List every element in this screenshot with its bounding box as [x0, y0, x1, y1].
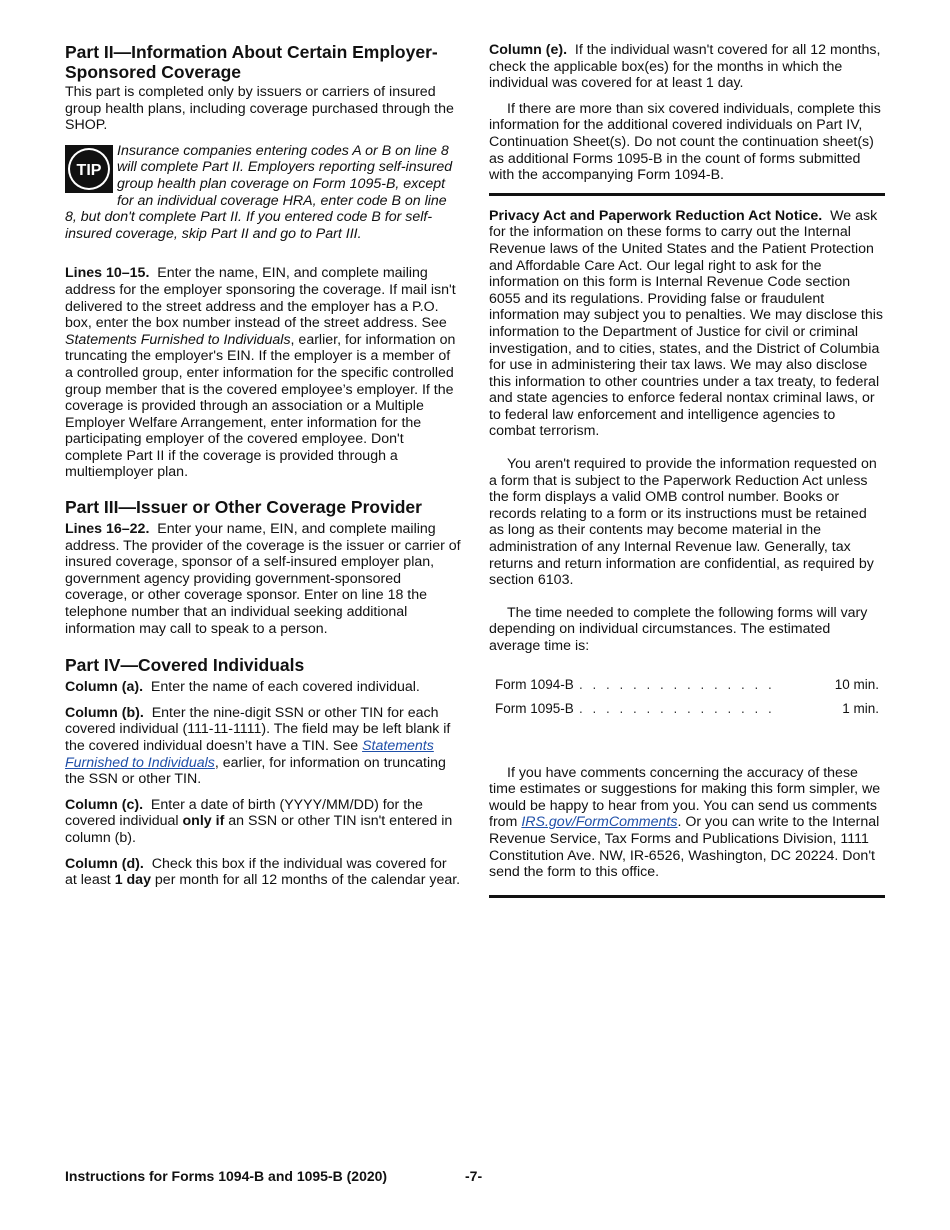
lines-16-22-text: Enter your name, EIN, and complete mailing address. The provider of the coverage is the issuer or carrier of insured coverage, sponsor of a self-insured employer plan, government agency providing government-sponsored coverage, or other coverage sponsor. Enter on line 18 the telephone number that an individual seeking additional information may call to speak to a person.	[65, 521, 461, 637]
statements-ref: Statements Furnished to Individuals	[65, 331, 291, 348]
statements-link[interactable]: Statements Furnished to Individuals	[65, 738, 434, 771]
column-d-paragraph	[65, 856, 461, 889]
more-than-six-paragraph: If there are more than six covered individuals, complete this information for the additional covered individuals on Part IV, Continuation Sheet(s). Do not count the continuation sheet(s) as additional Forms 1095-B in the count of forms submitted with the accompanying Form 1094-B.	[489, 100, 881, 184]
lines-10-15-text-cont: , earlier, for information on truncating the employer's EIN. If the employer is a member of a controlled group, enter information for the specific controlled group member that is the covered employee’s employer. If the coverage is provided through an association or a Multiple Employer Welfare Arrangement, enter information for the participating employer of the covered employee. Don't complete Part II if the coverage is provided through a multiemployer plan.	[65, 331, 456, 481]
column-c-paragraph	[65, 797, 461, 847]
column-b-lead: Column (b).	[65, 704, 144, 721]
lines-10-15-lead: Lines 10–15.	[65, 265, 150, 282]
column-d-lead: Column (d).	[65, 855, 144, 872]
section-divider	[489, 193, 885, 196]
lines-16-22-paragraph	[65, 521, 461, 637]
time-row-form: Form 1095-B	[495, 700, 574, 716]
column-a-lead: Column (a).	[65, 679, 144, 696]
page-footer	[65, 1168, 885, 1184]
form-comments-link[interactable]: IRS.gov/FormComments	[521, 814, 678, 831]
part4-heading: Part IV—Covered Individuals	[65, 655, 305, 676]
column-b-paragraph	[65, 705, 461, 788]
time-needed-paragraph: The time needed to complete the following forms will vary depending on individual circumstances. The estimated average time is:	[489, 604, 868, 654]
part2-intro: This part is completed only by issuers or carriers of insured group health plans, including coverage purchased through the SHOP.	[65, 84, 454, 134]
column-d-text: Check this box if the individual was covered for at least	[65, 855, 447, 889]
tip-icon	[65, 145, 113, 193]
time-row-form: Form 1094-B	[495, 676, 574, 692]
time-row-value: 10 min.	[834, 676, 879, 692]
lines-10-15-text: Enter the name, EIN, and complete mailing address for the employer sponsoring the coverage. If mail isn't delivered to the street address and the employer has a P.O. box, enter the box number instead of the street address. See	[65, 265, 456, 332]
column-d-emphasis: 1 day	[114, 872, 151, 889]
tip-text: Insurance companies entering codes A or B on line 8 will complete Part II. Employers reporting self-insured group health plan coverage on Form 1095-B, except for an individual coverage HRA, enter code B on line 8, but don't complete Part II. If you entered code B for self-insured coverage, skip Part II and go to Part III.	[65, 142, 453, 242]
lines-10-15-paragraph	[65, 265, 461, 481]
tip-label: TIP	[76, 161, 102, 179]
column-e-text: If the individual wasn't covered for all 12 months, check the applicable box(es) for the months in which the individual was covered for at least 1 day.	[489, 42, 881, 92]
end-divider	[489, 895, 885, 898]
column-e-paragraph	[489, 42, 885, 92]
comments-text-cont: . Or you can write to the Internal Revenue Service, Tax Forms and Publications Division, 1111 Constitution Ave. NW, IR-6526, Washington, DC 20224. Don't send the form to this office.	[489, 814, 880, 881]
column-a-text: Enter the name of each covered individual.	[150, 679, 420, 696]
footer-doc-title: Instructions for Forms 1094-B and 1095-B (2020)	[65, 1168, 388, 1184]
comments-text: If you have comments concerning the accuracy of these time estimates or suggestions for making this form simpler, we would be happy to hear from you. You can send us comments from	[489, 764, 881, 831]
time-row-leader: . . . . . . . . . . . . . . .	[579, 700, 775, 716]
tip-callout	[65, 143, 461, 243]
column-c-emphasis: only if	[182, 813, 225, 830]
right-column	[489, 42, 885, 910]
column-a-paragraph	[65, 679, 461, 696]
left-column	[65, 42, 461, 898]
time-row	[489, 701, 885, 717]
column-b-text: Enter the nine-digit SSN or other TIN for each covered individual (111-11-1111). The field may be left blank if the covered individual doesn’t have a TIN. See	[65, 704, 451, 754]
column-b-text-cont: , earlier, for information on truncating the SSN or other TIN.	[65, 754, 446, 788]
time-row-leader: . . . . . . . . . . . . . . .	[579, 676, 775, 692]
page-number: -7-	[465, 1168, 483, 1184]
comments-paragraph	[489, 765, 885, 881]
time-row-value: 1 min.	[842, 700, 879, 716]
not-required-paragraph: You aren't required to provide the information requested on a form that is subject to the Paperwork Reduction Act unless the form displays a valid OMB control number. Books or records relating to a form or its instructions must be retained as long as their contents may become material in the administration of any Internal Revenue law. Generally, tax returns and return information are confidential, as required by section 6103.	[489, 456, 877, 589]
time-row	[489, 677, 885, 693]
column-c-lead: Column (c).	[65, 796, 144, 813]
column-c-text: Enter a date of birth (YYYY/MM/DD) for the covered individual	[65, 796, 423, 830]
part2-heading: Part II—Information About Certain Employer-Sponsored Coverage	[65, 42, 438, 82]
privacy-text: We ask for the information on these forms to carry out the Internal Revenue laws of the United States and the Patient Protection and Affordable Care Act. Our legal right to ask for the information on this form is Internal Revenue Code section 6055 and its regulations. Providing false or fraudulent information may subject you to penalties. We may disclose this information to the Department of Justice for civil or criminal investigation, and to cities, states, and the District of Columbia for use in administering their tax laws. We may also disclose this information to other countries under a tax treaty, to federal and state agencies to enforce federal nontax criminal laws, or to federal law enforcement and intelligence agencies to combat terrorism.	[489, 207, 884, 440]
privacy-paragraph	[489, 208, 885, 440]
part3-heading: Part III—Issuer or Other Coverage Provider	[65, 497, 422, 518]
column-d-text-cont: per month for all 12 months of the calendar year.	[150, 872, 461, 889]
lines-16-22-lead: Lines 16–22.	[65, 521, 150, 538]
column-c-text-cont: an SSN or other TIN isn't entered in column (b).	[65, 813, 453, 846]
column-e-lead: Column (e).	[489, 42, 568, 58]
privacy-lead: Privacy Act and Paperwork Reduction Act Notice.	[489, 207, 823, 224]
